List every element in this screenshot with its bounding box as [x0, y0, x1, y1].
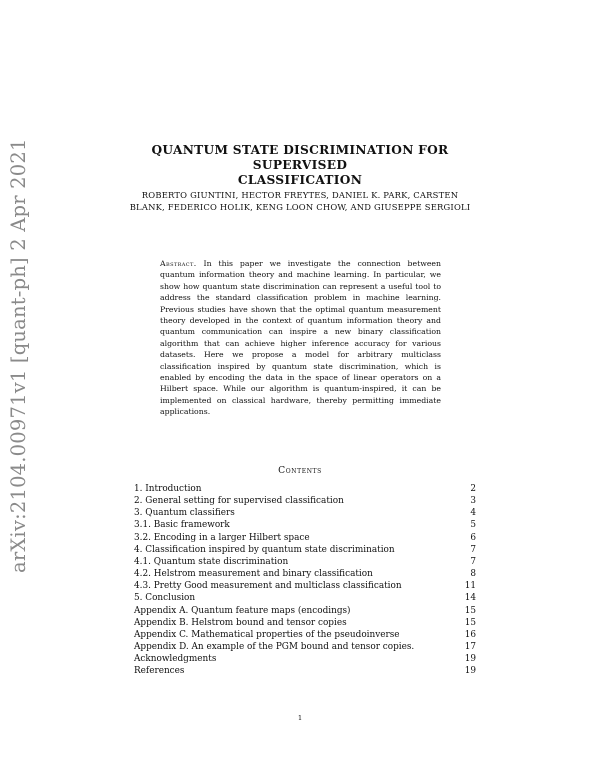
toc-entry[interactable]	[134, 556, 476, 568]
toc-entry-page: 4	[470, 508, 476, 519]
table-of-contents	[134, 483, 476, 678]
toc-entry-title: 2. General setting for supervised classification	[134, 496, 344, 507]
toc-entry-title: Appendix D. An example of the PGM bound and tensor copies.	[134, 642, 415, 653]
toc-entry[interactable]	[134, 605, 476, 617]
toc-entry-page: 15	[464, 617, 476, 628]
toc-entry[interactable]	[134, 483, 476, 495]
toc-entry-page: 7	[470, 544, 476, 555]
toc-entry-title: Appendix A. Quantum feature maps (encodings)	[134, 605, 351, 616]
abstract-text: In this paper we investigate the connection between quantum information theory and machine learning. In particular, we show how quantum state discrimination can represent a useful tool to address the standard classification problem in machine learning. Previous studies have shown that the optimal quantum measurement theory developed in the context of quantum information theory and quantum communication can inspire a new binary classification algorithm that can achieve higher inference accuracy for various datasets. Here we propose a model for arbitrary multiclass classification inspired by quantum state discrimination, which is enabled by encoding the data in the space of linear operators on a Hilbert space. While our algorithm is quantum-inspired, it can be implemented on classical hardware, thereby permitting immediate applications.	[160, 259, 441, 417]
toc-entry[interactable]	[134, 653, 476, 665]
page-number: 1	[297, 714, 303, 722]
arxiv-identifier-stamp: arXiv:2104.00971v1 [quant-ph] 2 Apr 2021	[7, 138, 30, 573]
toc-entry-title: 3.1. Basic framework	[134, 520, 230, 531]
toc-entry[interactable]	[134, 507, 476, 519]
toc-entry-page: 16	[464, 629, 476, 640]
toc-entry-page: 7	[470, 556, 476, 567]
toc-entry[interactable]	[134, 665, 476, 677]
toc-entry[interactable]	[134, 641, 476, 653]
toc-entry[interactable]	[134, 544, 476, 556]
toc-entry-title: References	[134, 666, 185, 677]
toc-entry[interactable]	[134, 580, 476, 592]
title-line-1: QUANTUM STATE DISCRIMINATION FOR SUPERVISED	[151, 143, 449, 172]
abstract-label: Abstract.	[160, 259, 197, 268]
toc-entry-title: 3. Quantum classifiers	[134, 508, 235, 519]
toc-entry-title: 4. Classification inspired by quantum state discrimination	[134, 544, 395, 555]
paper-title	[110, 143, 490, 188]
toc-entry-page: 19	[464, 666, 476, 677]
toc-entry-title: 3.2. Encoding in a larger Hilbert space	[134, 532, 310, 543]
toc-entry[interactable]	[134, 568, 476, 580]
toc-entry[interactable]	[134, 629, 476, 641]
authors-line-1: ROBERTO GIUNTINI, HECTOR FREYTES, DANIEL K. PARK, CARSTEN	[141, 190, 459, 200]
toc-entry-page: 15	[464, 605, 476, 616]
toc-entry[interactable]	[134, 617, 476, 629]
toc-entry-page: 19	[464, 654, 476, 665]
contents-heading: Contents	[278, 465, 322, 476]
toc-entry-page: 5	[470, 520, 476, 531]
toc-entry-title: 4.2. Helstrom measurement and binary classification	[134, 569, 373, 580]
toc-entry-page: 14	[464, 593, 476, 604]
toc-entry-page: 8	[470, 569, 476, 580]
toc-entry[interactable]	[134, 519, 476, 531]
toc-entry-title: Acknowledgments	[134, 654, 217, 665]
toc-entry[interactable]	[134, 532, 476, 544]
toc-entry-title: Appendix B. Helstrom bound and tensor copies	[134, 617, 347, 628]
toc-entry-page: 3	[470, 496, 476, 507]
title-line-2: CLASSIFICATION	[237, 173, 363, 187]
toc-entry-title: 1. Introduction	[134, 484, 202, 494]
toc-entry[interactable]	[134, 495, 476, 507]
toc-entry-page: 2	[470, 484, 476, 494]
toc-entry-title: 5. Conclusion	[134, 593, 196, 604]
toc-entry-title: 4.1. Quantum state discrimination	[134, 556, 289, 567]
author-list	[110, 189, 490, 213]
toc-entry-title: Appendix C. Mathematical properties of the pseudoinverse	[134, 629, 400, 640]
toc-entry-page: 11	[464, 581, 476, 592]
toc-entry-title: 4.3. Pretty Good measurement and multiclass classification	[134, 581, 402, 592]
toc-entry-page: 6	[470, 532, 476, 543]
toc-entry-page: 17	[464, 642, 476, 653]
authors-line-2: BLANK, FEDERICO HOLIK, KENG LOON CHOW, AND GIUSEPPE SERGIOLI	[129, 202, 471, 212]
abstract	[160, 258, 441, 418]
toc-entry[interactable]	[134, 592, 476, 604]
